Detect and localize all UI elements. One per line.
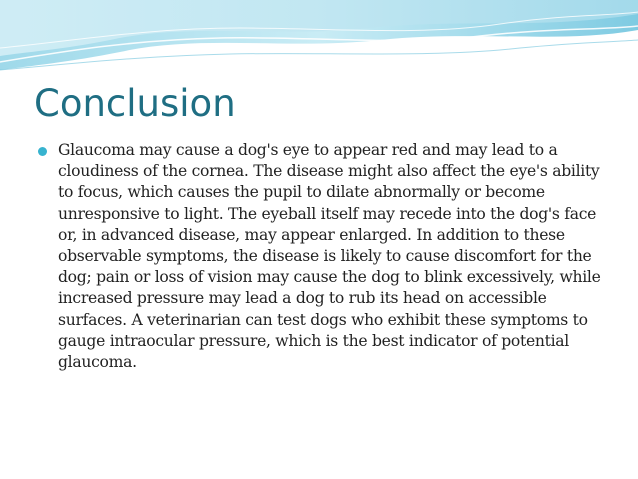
wave-header-decoration bbox=[0, 0, 638, 80]
bullet-dot-icon bbox=[38, 147, 47, 156]
bullet-item bbox=[38, 140, 604, 373]
bullet-text: Glaucoma may cause a dog's eye to appear red and may lead to a cloudiness of the cornea. The disease might also affect the eye's ability to focus, which causes the pupil to dilate abnormally or become unresponsive to light. The eyeball itself may recede into the dog's face or, in advanced disease, may appear enlarged. In addition to these observable symptoms, the disease is likely to cause discomfort for the dog; pain or loss of vision may cause the dog to blink excessively, while increased pressure may lead a dog to rub its head on accessible surfaces. A veterinarian can test dogs who exhibit these symptoms to gauge intraocular pressure, which is the best indicator of potential glaucoma. bbox=[58, 141, 601, 372]
slide-title: Conclusion bbox=[34, 82, 236, 125]
slide-content bbox=[38, 140, 604, 373]
